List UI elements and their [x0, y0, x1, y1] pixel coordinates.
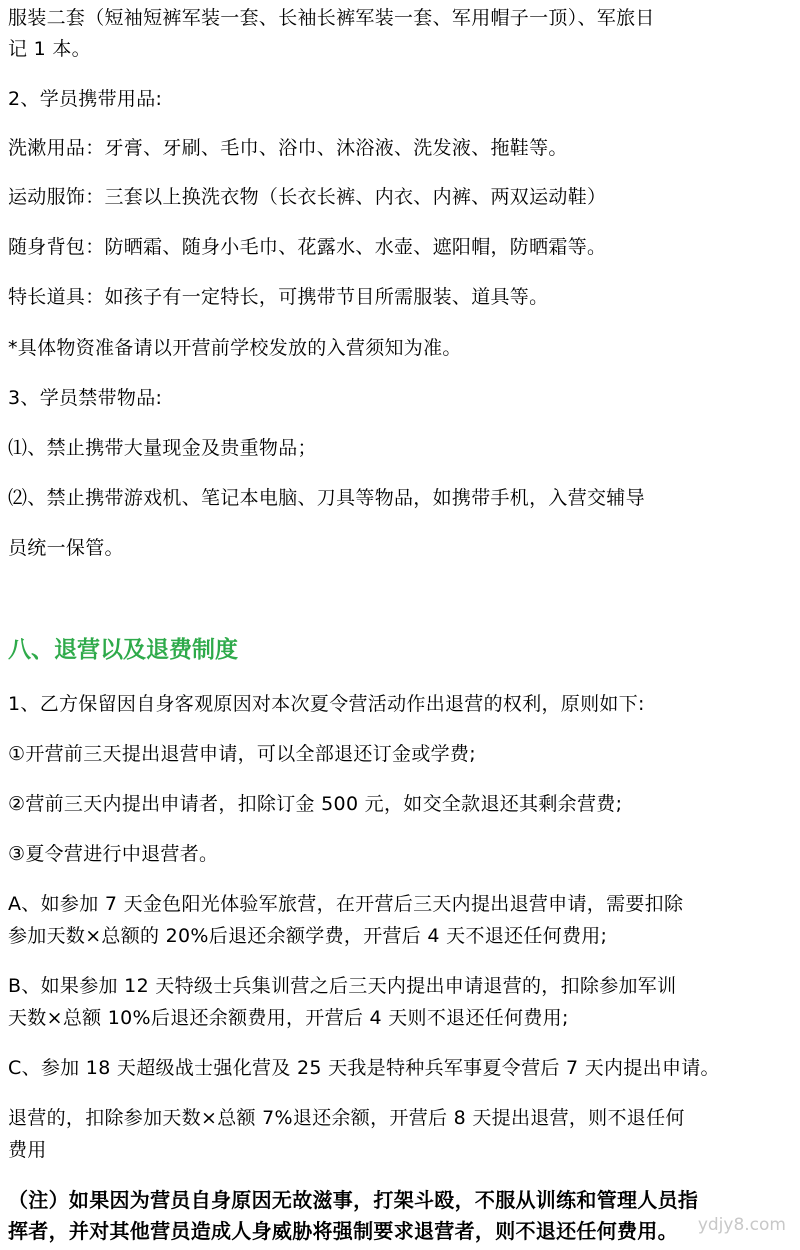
text-line: 费用: [8, 1139, 47, 1161]
bold-note-line: 挥者，并对其他营员造成人身威胁将强制要求退营者，则不退还任何费用。: [8, 1219, 678, 1243]
text-line: 洗漱用品：牙膏、牙刷、毛巾、浴巾、沐浴液、洗发液、拖鞋等。: [8, 137, 568, 159]
note-line: *具体物资准备请以开营前学校发放的入营须知为准。: [8, 337, 462, 359]
list-heading: 3、学员禁带物品:: [8, 387, 163, 409]
text-line: 随身背包：防晒霜、随身小毛巾、花露水、水壶、遮阳帽，防晒霜等。: [8, 236, 607, 258]
text-line: 退营的，扣除参加天数×总额 7%退还余额，开营后 8 天提出退营，则不退任何: [8, 1107, 685, 1129]
text-line: ⑵、禁止携带游戏机、笔记本电脑、刀具等物品，如携带手机，入营交辅导: [8, 487, 645, 509]
text-line: 运动服饰：三套以上换洗衣物（长衣长裤、内衣、内裤、两双运动鞋）: [8, 186, 607, 208]
text-line: ②营前三天内提出申请者，扣除订金 500 元，如交全款退还其剩余营费;: [8, 793, 623, 815]
text-line: ①开营前三天提出退营申请，可以全部退还订金或学费;: [8, 743, 476, 765]
text-line: 特长道具：如孩子有一定特长，可携带节目所需服装、道具等。: [8, 286, 549, 308]
text-line: 员统一保管。: [8, 537, 124, 559]
text-line: ③夏令营进行中退营者。: [8, 843, 219, 865]
text-line: 记 1 本。: [8, 38, 91, 60]
text-line: C、参加 18 天超级战士强化营及 25 天我是特种兵军事夏令营后 7 天内提出申请。: [8, 1057, 720, 1079]
text-line: B、如果参加 12 天特级士兵集训营之后三天内提出申请退营的，扣除参加军训: [8, 975, 677, 997]
section-heading: 八、退营以及退费制度: [8, 637, 238, 663]
text-line: 1、乙方保留因自身客观原因对本次夏令营活动作出退营的权利，原则如下:: [8, 693, 645, 715]
watermark: ydjy8.com: [697, 1215, 786, 1235]
list-heading: 2、学员携带用品:: [8, 88, 163, 110]
text-line: 天数×总额 10%后退还余额费用，开营后 4 天则不退还任何费用;: [8, 1007, 569, 1029]
text-line: ⑴、禁止携带大量现金及贵重物品；: [8, 437, 317, 459]
bold-note-line: （注）如果因为营员自身原因无故滋事，打架斗殴，不服从训练和管理人员指: [8, 1188, 699, 1212]
text-line: 参加天数×总额的 20%后退还余额学费，开营后 4 天不退还任何费用;: [8, 925, 608, 947]
text-line: A、如参加 7 天金色阳光体验军旅营，在开营后三天内提出退营申请，需要扣除: [8, 893, 684, 915]
text-line: 服装二套（短袖短裤军装一套、长袖长裤军装一套、军用帽子一顶）、军旅日: [8, 7, 655, 29]
